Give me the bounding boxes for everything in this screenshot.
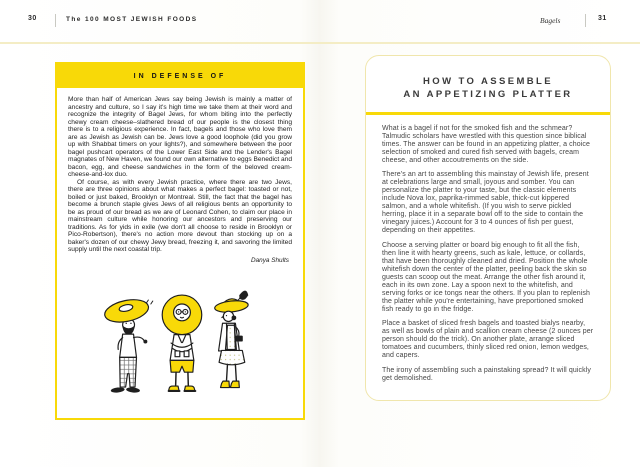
howto-box [365,55,611,401]
howto-paragraph: Choose a serving platter or board big enough to fit all the fish, then line it with hearty greens, such as kale, lettuce, or collards, that have been thoroughly cleaned and dried. Position the whole whitefish down the center of the platter, peeling back the skin so guests can scoop out the meat. Arrange the other fish around it, each in its own zone. Lay a spoon next to the whitefish, and serving forks or ice tongs near the others. If you plan to replenish the platter while you're entertaining, have preportioned smoked fish ready to go in the fridge. [382,241,590,313]
header-divider-left [55,14,56,27]
howto-title-line2: AN APPETIZING PLATTER [403,89,573,100]
howto-paragraph: There's an art to assembling this mainstay of Jewish life, present at celebrations large and small, joyous and somber. You can personalize the platter to your taste, but the classic elements include Nova lox, paprika-rimmed sable, thick-cut kippered salmon, and a whole whitefish. (If you wish to serve pickled herring, place it in a separate bowl off to the side to contain the vinegary juices.) Account for 3 to 4 ounces of fish per guest, depending on their appetites. [382,171,589,234]
header-divider-right [585,14,586,27]
essay-paragraph: Of course, as with every Jewish practice, where there are two Jews, there are three opinions about what makes a perfect bagel: toasted or not, boiled or just baked, Brooklyn or Montreal. Still, the fact that the bagel has become a brunch staple gives Jews of all religious bents an opportunity to be as proud of our bread as we are of Leonard Cohen, to claim our place in mainstream culture while honoring our ancestors and preserving our traditions. As for yids in exile (we don't all choose to reside in Brooklyn or Pico-Robertson), there's no action more devout than stocking up on a baker's dozen of our chewy Jewy bread, freezing it, and savoring the limited supply until the next coastal trip. [68,178,292,253]
header-rule [0,42,640,44]
bagel-people-illustration [91,287,269,412]
left-page-number: 30 [28,15,37,22]
figure-hat-woman [214,291,249,388]
essay-attribution: Danya Shults [250,256,289,264]
essay-body [57,88,303,264]
running-title-right: Bagels [540,16,561,25]
figure-bagel-head-person [162,295,202,391]
howto-paragraph: Place a basket of sliced fresh bagels and toasted bialys nearby, as well as bowls of plain and scallion cream cheese (2 ounces per person should do the trick). On another plate, arrange sliced tomatoes and cucumbers, thinly sliced red onion, lemon wedges, and capers. [382,320,594,359]
running-title-left: The 100 MOST JEWISH FOODS [66,16,198,23]
right-page-number: 31 [598,15,607,22]
essay-box [55,62,305,420]
howto-title [366,56,610,101]
figure-bagel-beret-man [103,296,153,393]
essay-title: IN DEFENSE OF [133,72,227,80]
howto-title-line1: HOW TO ASSEMBLE [423,76,553,87]
essay-paragraph: More than half of American Jews say being Jewish is mainly a matter of ancestry and culture, so I say it's high time we take them at their word and recognize the integrity of Bagel Jews, for whom biting into the perfectly chewy cream cheese–slathered bread of our people is the closest thing there is to a religious experience. In fact, bagels and those who love them are as Jewish as Jewish can be. Jews love a good loophole (did you grow up with Shabbat timers on your lights?), and somewhere between the poor bagel pushcart operators of the Lower East Side and the Lender's Bagel magnates of New Haven, we found our own alternative to eggs Benedict and bacon, egg, and cheese sandwiches in the form of the beloved cream-cheese-and-lox duo. [68,96,292,178]
essay-title-band [57,64,303,88]
howto-paragraph: What is a bagel if not for the smoked fish and the schmear? Talmudic scholars have wrestled with this question since biblical times. The answer can be found in an appetizing platter, a choice selection of smoked and cured fish served with bagels, cream cheese, and other accoutrements on the side. [382,124,590,164]
howto-body [366,115,610,383]
howto-paragraph: The irony of assembling such a painstaking spread? It will quickly get demolished. [382,366,591,382]
